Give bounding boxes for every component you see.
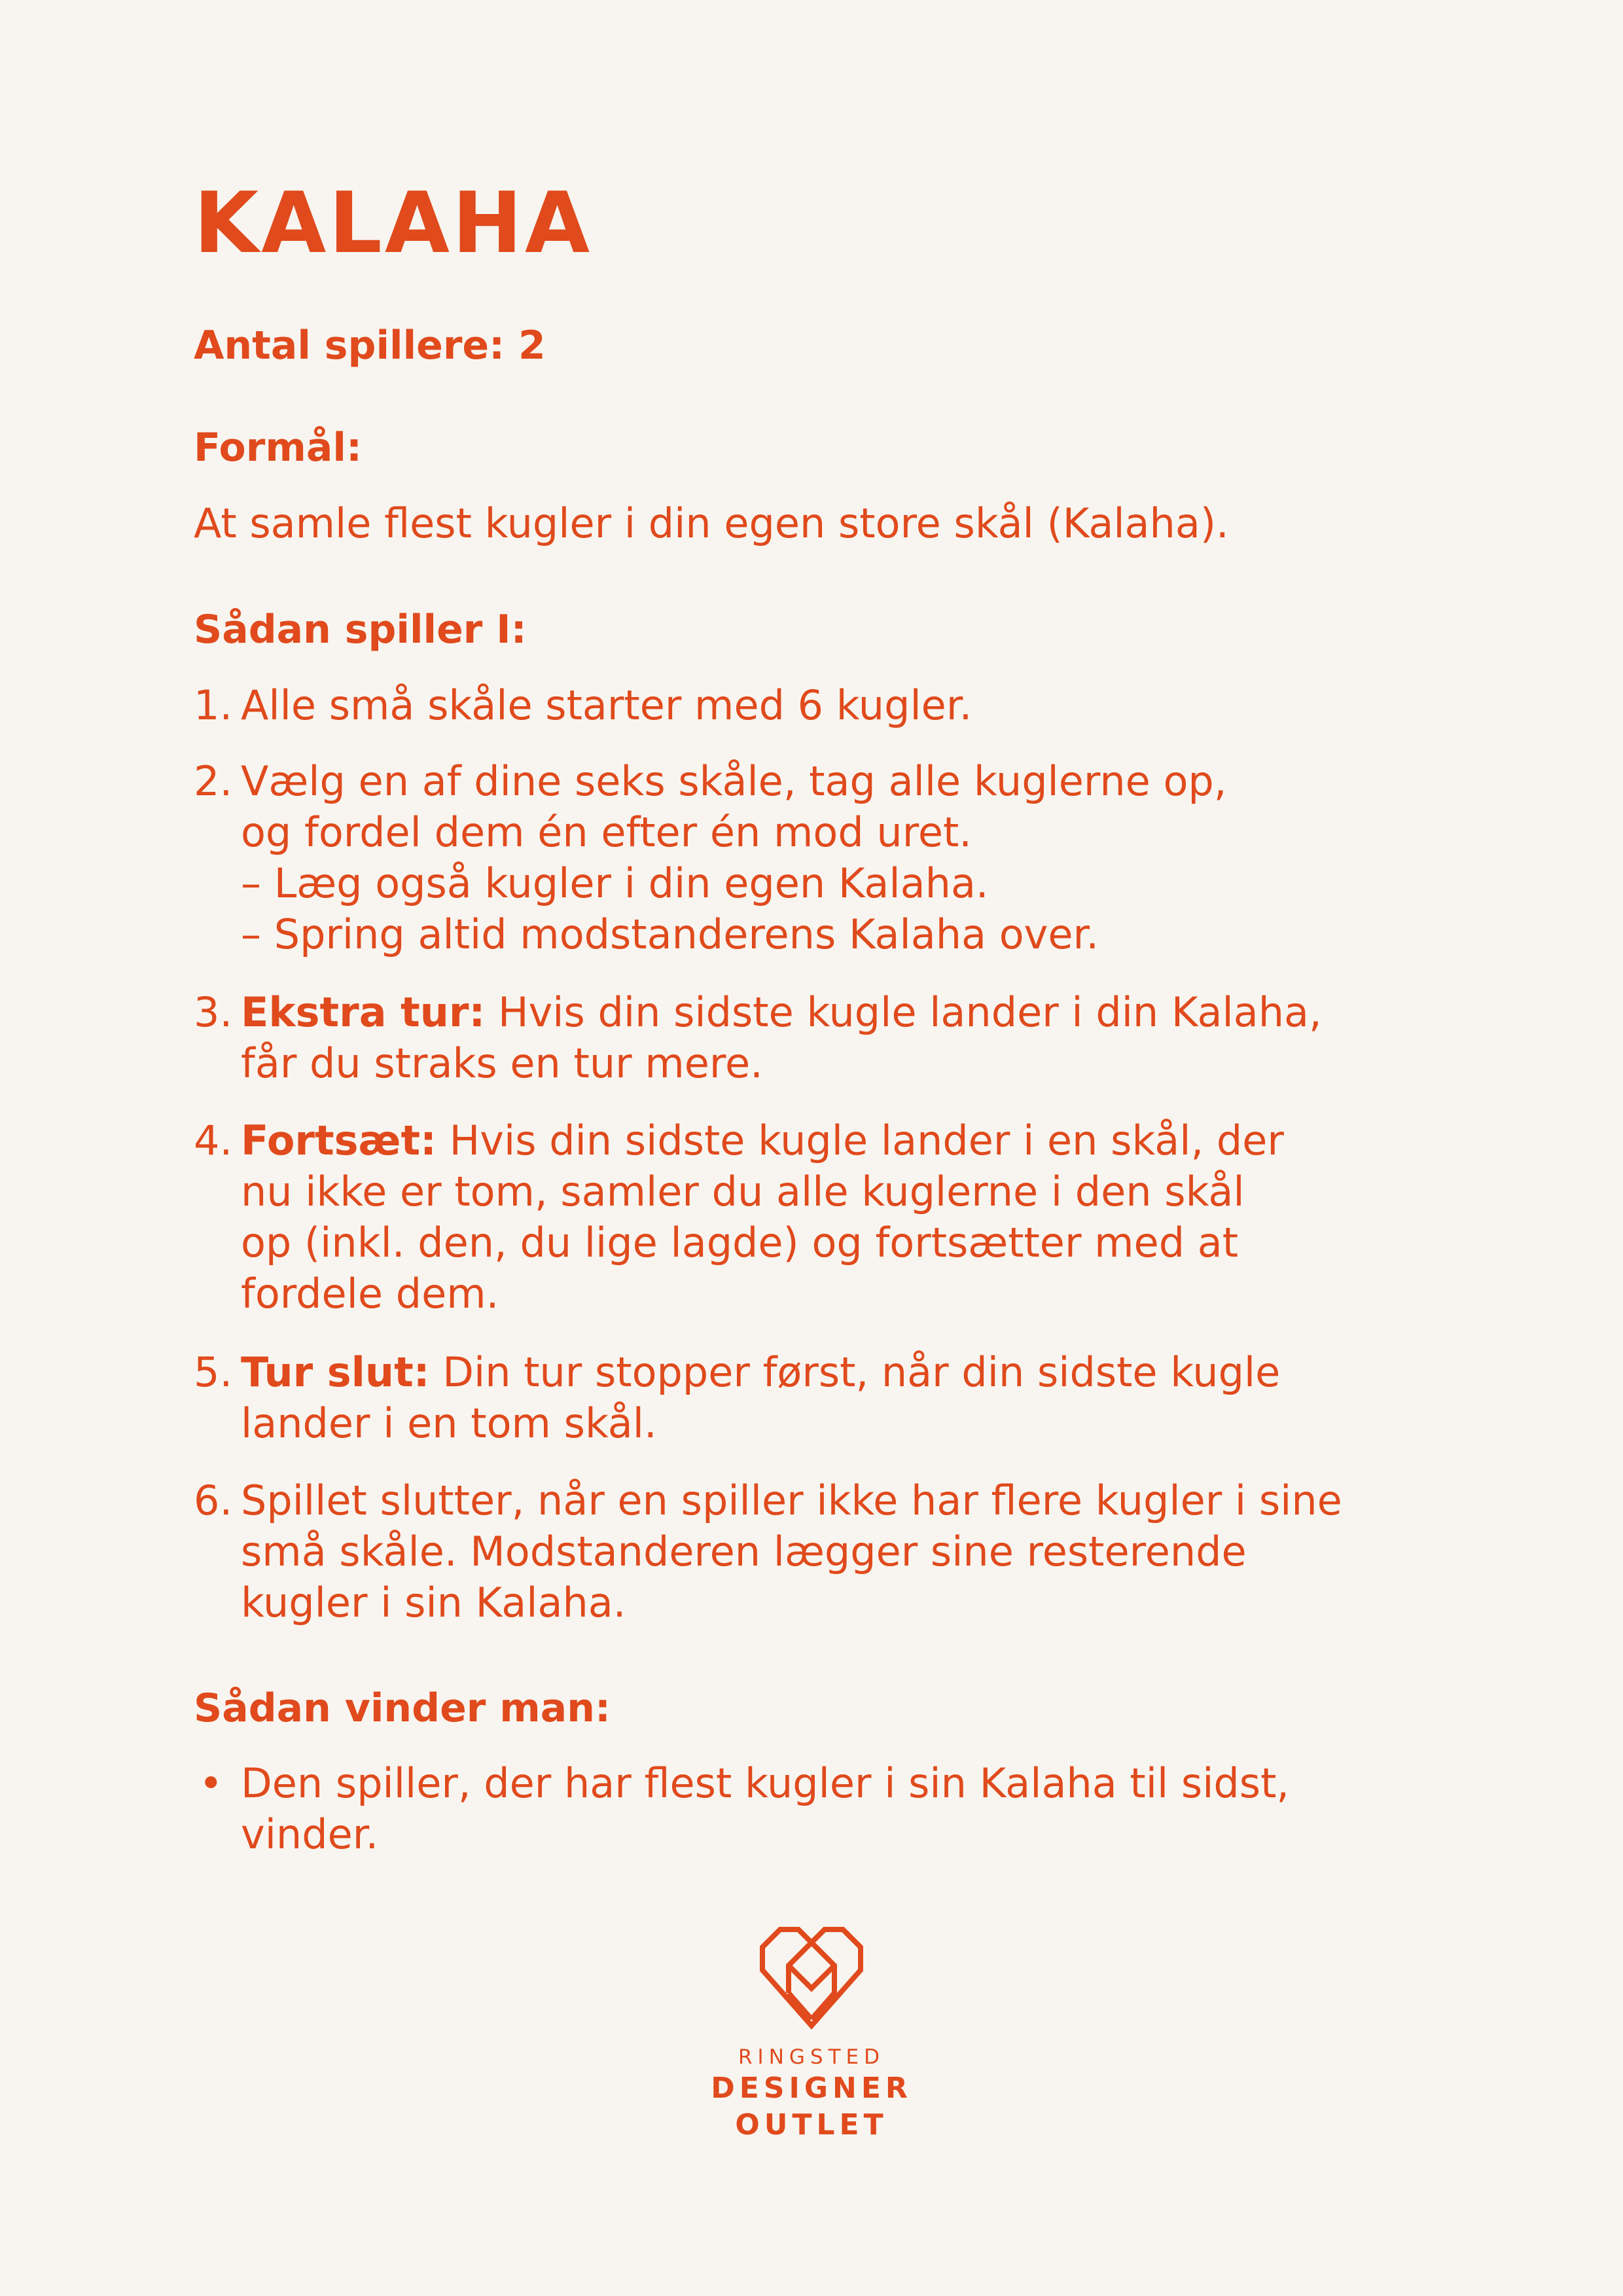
rule-line: Hvis din sidste kugle lander i din Kalaha, [485, 988, 1322, 1036]
rule-item-6 [194, 1475, 1470, 1628]
players-count: Antal spillere: 2 [194, 323, 546, 368]
win-heading: Sådan vinder man: [194, 1685, 611, 1731]
heart-logo-icon [753, 1921, 870, 2032]
rule-number: 2. [194, 757, 233, 805]
logo-line-ringsted: RINGSTED [738, 2045, 885, 2069]
bullet-icon: • [199, 1759, 223, 1807]
rule-number: 5. [194, 1348, 233, 1396]
rule-line: op (inkl. den, du lige lagde) og fortsætter med at [241, 1219, 1239, 1266]
page-title: KALAHA [194, 175, 593, 272]
rule-number: 6. [194, 1477, 233, 1524]
rule-line: fordele dem. [241, 1270, 499, 1318]
rule-subline: – Spring altid modstanderens Kalaha over. [241, 910, 1099, 958]
rule-line: kugler i sin Kalaha. [241, 1579, 626, 1626]
rule-number: 1. [194, 681, 233, 729]
win-line: vinder. [241, 1810, 379, 1858]
rule-item-4 [194, 1115, 1470, 1319]
rule-line: Vælg en af dine seks skåle, tag alle kuglerne op, [241, 757, 1227, 805]
rule-line: Spillet slutter, når en spiller ikke har flere kugler i sine [241, 1477, 1342, 1524]
brand-logo [681, 1921, 942, 2144]
win-bullet-item [194, 1758, 1470, 1860]
rule-number: 3. [194, 988, 233, 1036]
rule-line: små skåle. Modstanderen lægger sine resterende [241, 1528, 1247, 1575]
purpose-text: At samle flest kugler i din egen store skål (Kalaha). [194, 499, 1229, 547]
logo-line-outlet: OUTLET [735, 2108, 888, 2142]
howto-heading: Sådan spiller I: [194, 607, 527, 653]
rule-line: Hvis din sidste kugle lander i en skål, der [436, 1117, 1284, 1164]
rule-line: og fordel dem én efter én mod uret. [241, 808, 972, 856]
logo-line-designer: DESIGNER [711, 2072, 912, 2105]
rule-line: Din tur stopper først, når din sidste kugle [429, 1348, 1281, 1396]
rule-line: lander i en tom skål. [241, 1399, 657, 1447]
purpose-heading: Formål: [194, 425, 362, 471]
rule-line: får du straks en tur mere. [241, 1039, 763, 1087]
rule-number: 4. [194, 1117, 233, 1164]
win-line: Den spiller, der har flest kugler i sin Kalaha til sidst, [241, 1759, 1290, 1807]
rule-line: Alle små skåle starter med 6 kugler. [241, 681, 972, 729]
rule-line: nu ikke er tom, samler du alle kuglerne i den skål [241, 1168, 1245, 1215]
rule-item-2 [194, 756, 1470, 960]
rule-item-3 [194, 987, 1470, 1089]
rule-label-continue: Fortsæt: [241, 1117, 437, 1164]
rule-item-5 [194, 1347, 1470, 1449]
rule-item-1 [194, 680, 1470, 731]
rule-subline: – Læg også kugler i din egen Kalaha. [241, 859, 989, 907]
rule-label-turn-end: Tur slut: [241, 1348, 430, 1396]
rule-label-extra-turn: Ekstra tur: [241, 988, 486, 1036]
